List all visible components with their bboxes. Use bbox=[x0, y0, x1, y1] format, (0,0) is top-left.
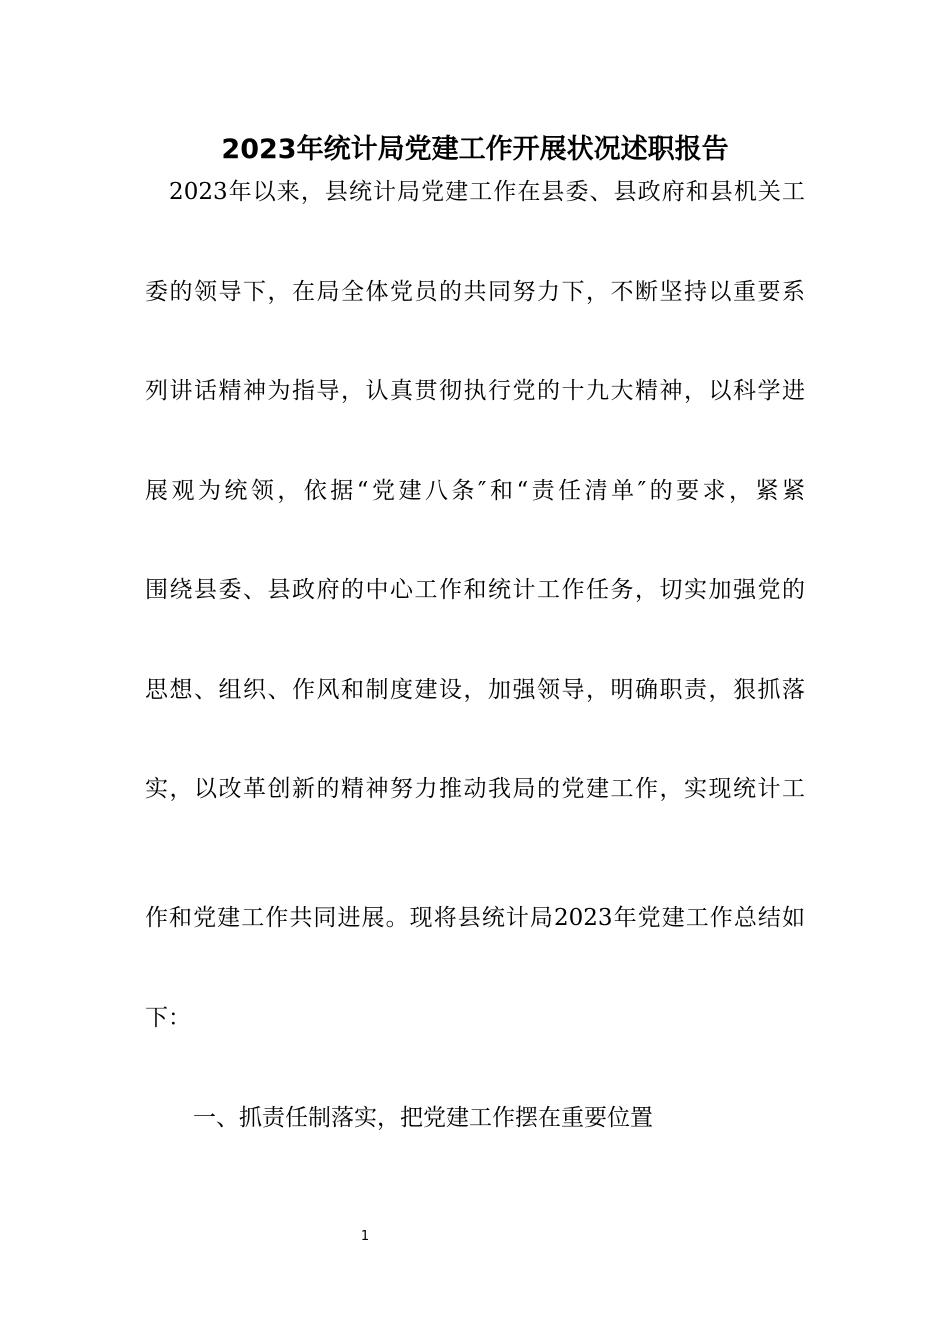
page-number: 1 bbox=[360, 1229, 370, 1244]
paragraph-line: 2023年以来，县统计局党建工作在县委、县政府和县机关工 bbox=[145, 179, 805, 205]
paragraph-line: 实，以改革创新的精神努力推动我局的党建工作，实现统计工 bbox=[145, 776, 805, 802]
paragraph-line: 思想、组织、作风和制度建设，加强领导，明确职责，狠抓落 bbox=[145, 677, 805, 703]
document-title: 2023年统计局党建工作开展状况述职报告 bbox=[221, 134, 729, 165]
paragraph-line: 展观为统领，依据“党建八条″和“责任清单″的要求，紧紧 bbox=[145, 478, 805, 504]
paragraph-line: 下： bbox=[145, 1005, 191, 1031]
paragraph-line: 列讲话精神为指导，认真贯彻执行党的十九大精神，以科学进 bbox=[145, 378, 805, 404]
section-heading: 一、抓责任制落实，把党建工作摆在重要位置 bbox=[193, 1105, 653, 1131]
paragraph-line: 围绕县委、县政府的中心工作和统计工作任务，切实加强党的 bbox=[145, 577, 805, 603]
paragraph-line: 委的领导下，在局全体党员的共同努力下，不断坚持以重要系 bbox=[145, 279, 805, 305]
paragraph-line: 作和党建工作共同进展。现将县统计局2023年党建工作总结如 bbox=[145, 905, 805, 931]
